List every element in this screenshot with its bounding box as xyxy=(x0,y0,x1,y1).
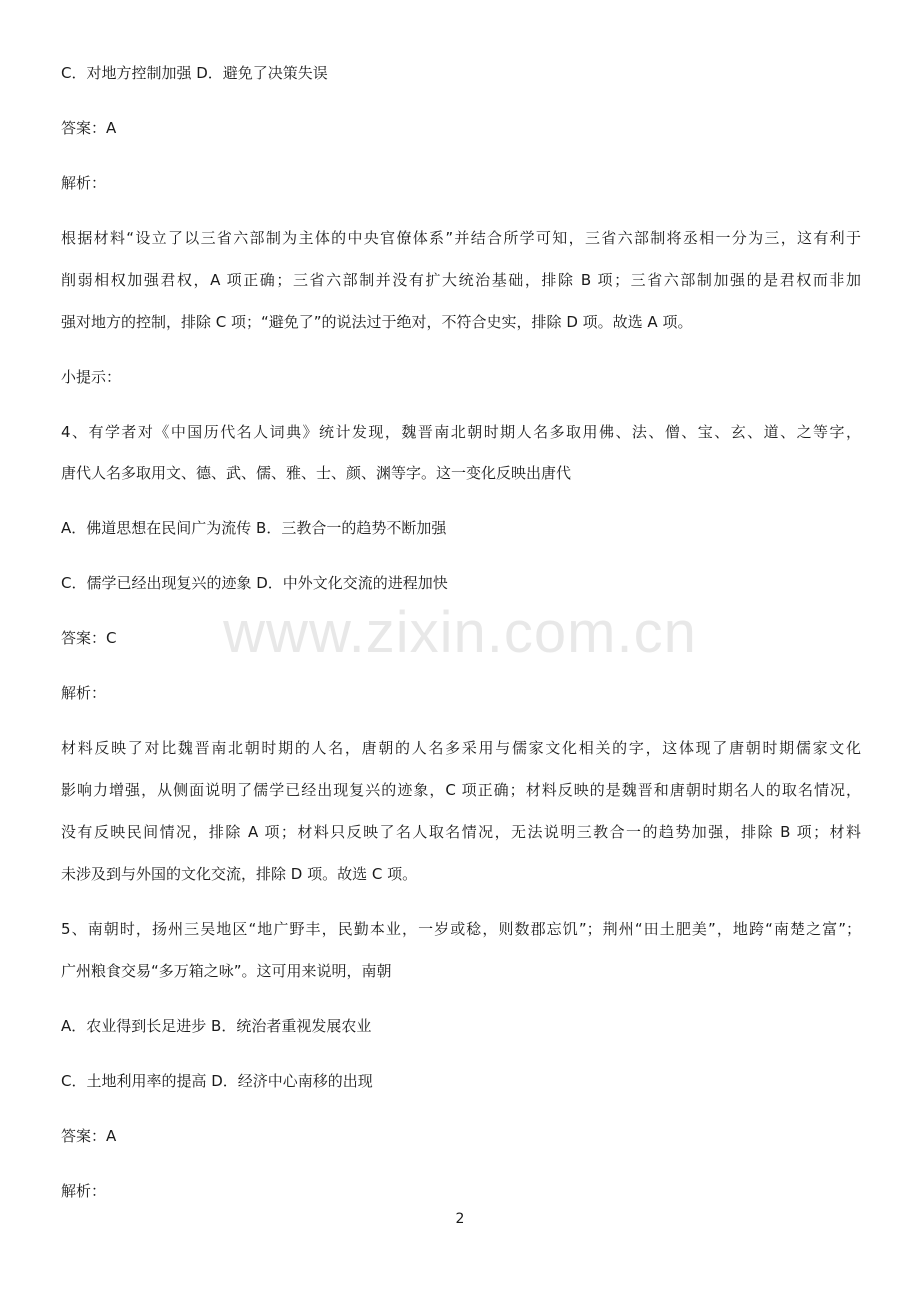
q3-option-cd: C．对地方控制加强 D．避免了决策失误 xyxy=(61,64,328,82)
q3-analysis-label: 解析： xyxy=(61,174,107,192)
q4-analysis-label: 解析： xyxy=(61,684,107,702)
page-number: 2 xyxy=(455,1211,465,1227)
q5-option-cd: C．土地利用率的提高 D．经济中心南移的出现 xyxy=(61,1072,373,1090)
q4-answer: 答案：C xyxy=(61,629,117,647)
q3-answer: 答案：A xyxy=(61,119,117,137)
q5-option-ab: A．农业得到长足进步 B．统治者重视发展农业 xyxy=(61,1017,372,1035)
q4-stem-line: 4、有学者对《中国历代名人词典》统计发现，魏晋南北朝时期人名多取用佛、法、僧、宝、玄、道、之等字， xyxy=(61,423,861,441)
q3-tip-label: 小提示： xyxy=(61,368,122,386)
q3-analysis-line: 根据材料“设立了以三省六部制为主体的中央官僚体系”并结合所学可知，三省六部制将丞相一分为三，这有利于 xyxy=(61,229,861,247)
q4-option-ab: A．佛道思想在民间广为流传 B．三教合一的趋势不断加强 xyxy=(61,519,447,537)
q5-answer: 答案：A xyxy=(61,1127,117,1145)
q4-option-cd: C．儒学已经出现复兴的迹象 D．中外文化交流的进程加快 xyxy=(61,574,448,592)
q4-analysis-line: 影响力增强，从侧面说明了儒学已经出现复兴的迹象，C 项正确；材料反映的是魏晋和唐朝时期名人的取名情况， xyxy=(61,781,861,799)
q4-stem-line: 唐代人名多取用文、德、武、儒、雅、士、颜、渊等字。这一变化反映出唐代 xyxy=(61,464,572,482)
watermark: www.zixin.com.cn xyxy=(223,600,697,665)
q4-analysis-line: 材料反映了对比魏晋南北朝时期的人名，唐朝的人名多采用与儒家文化相关的字，这体现了唐朝时期儒家文化 xyxy=(61,739,861,757)
q4-analysis-line: 未涉及到与外国的文化交流，排除 D 项。故选 C 项。 xyxy=(61,865,418,883)
q4-analysis-line: 没有反映民间情况，排除 A 项；材料只反映了名人取名情况，无法说明三教合一的趋势加强，排除 B 项；材料 xyxy=(61,823,861,841)
q5-analysis-label: 解析： xyxy=(61,1182,107,1200)
q3-analysis-line: 削弱相权加强君权，A 项正确；三省六部制并没有扩大统治基础，排除 B 项；三省六部制加强的是君权而非加 xyxy=(61,271,861,289)
q5-stem-line: 5、南朝时，扬州三吴地区“地广野丰，民勤本业，一岁或稔，则数郡忘饥”；荆州“田土肥美”，地跨“南楚之富”； xyxy=(61,920,861,938)
q5-stem-line: 广州粮食交易“多万箱之咏”。这可用来说明，南朝 xyxy=(61,962,392,980)
q3-analysis-line: 强对地方的控制，排除 C 项；“避免了”的说法过于绝对，不符合史实，排除 D 项。故选 A 项。 xyxy=(61,313,693,331)
